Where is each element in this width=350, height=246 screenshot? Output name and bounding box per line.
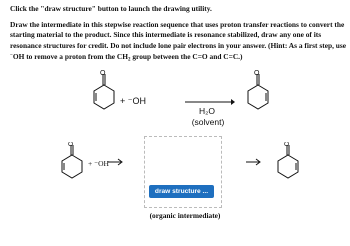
svg-text:O: O (254, 70, 260, 77)
step-product-structure (272, 142, 302, 184)
step-starting-material-structure (56, 142, 86, 184)
product-structure (242, 70, 272, 116)
step2-arrow-icon (246, 158, 262, 166)
svg-text:O: O (68, 142, 74, 148)
svg-text:O: O (284, 142, 290, 148)
step-arrow-icon (108, 158, 124, 166)
step-reagent-hydroxide: + ⁻OH (88, 159, 109, 168)
svg-text:O: O (100, 70, 106, 77)
draw-structure-button[interactable]: draw structure ... (149, 185, 214, 198)
reagent-hydroxide: + ⁻OH (120, 96, 147, 106)
instruction-title: Click the "draw structure" button to launch the drawing utility. (10, 4, 212, 13)
solvent-formula: H₂O (198, 106, 216, 116)
reaction-arrow-icon (185, 98, 235, 106)
solvent-label: (solvent) (191, 117, 225, 127)
starting-material-structure (88, 70, 118, 116)
intermediate-label: (organic intermediate) (149, 211, 221, 220)
question-text: Draw the intermediate in this stepwise reaction sequence that uses proton transfer reactions to convert the starting material to the product. Since this intermediate is resonance stabilized, draw any one of its resonance structures for credit. Do not include lone pair electrons in your answer. (Hint: As a first step, use −OH to remove a proton from the $CH_2$ group between the C=O and C=C.) (10, 20, 347, 63)
